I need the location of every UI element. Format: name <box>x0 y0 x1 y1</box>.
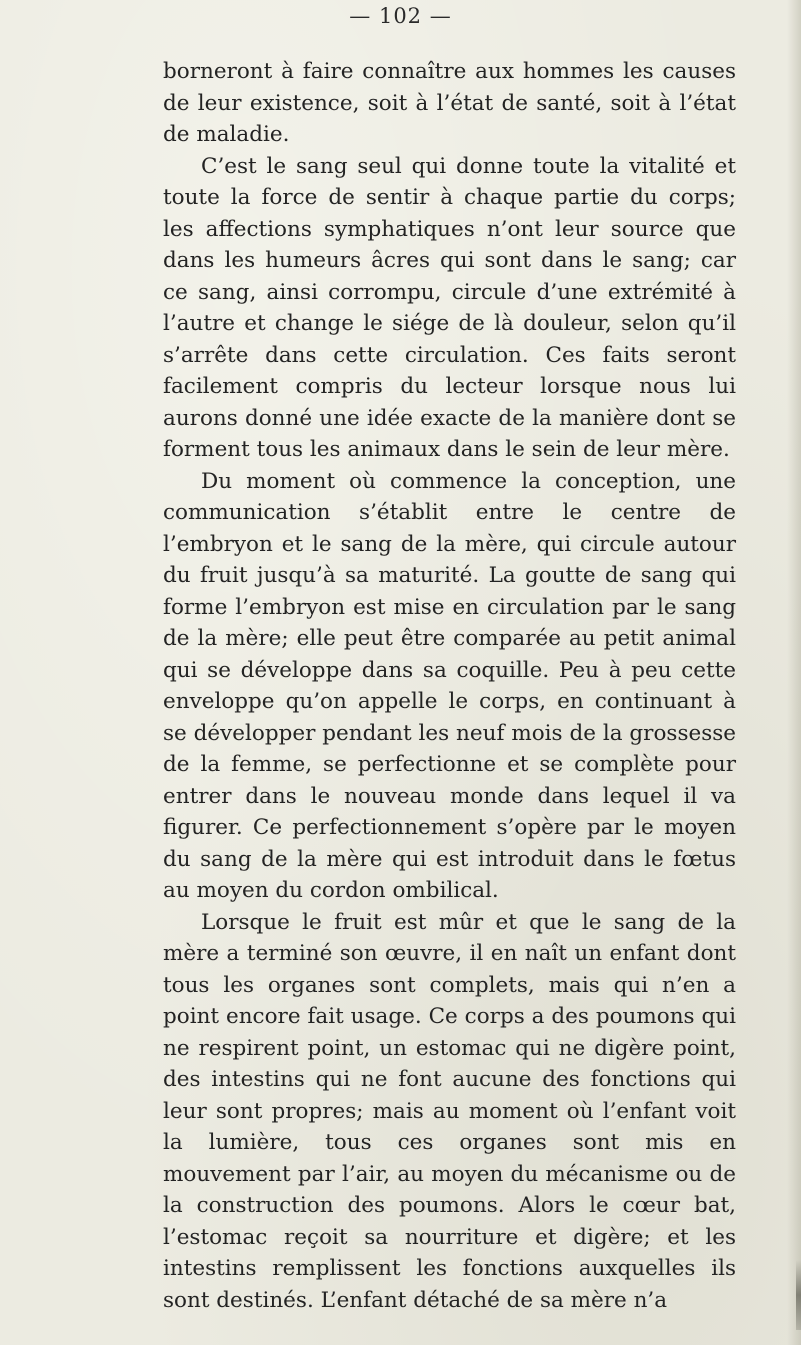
paragraph-blood-vitality: C’est le sang seul qui donne toute la vitalité et toute la force de sentir à chaque partie du corps; les affections symphatiques n’ont leur source que dans les humeurs âcres qui sont dans le sang; car ce sang, ainsi corrompu, circule d’une extrémité à l’autre et change le siége de là douleur, selon qu’il s’arrête dans cette circulation. Ces faits seront facilement compris du lecteur lorsque nous lui aurons donné une idée exacte de la manière dont se forment tous les animaux dans le sein de leur mère. <box>163 153 736 462</box>
body-text <box>163 56 736 1316</box>
paragraph-birth: Lorsque le fruit est mûr et que le sang de la mère a terminé son œuvre, il en naît un enfant dont tous les organes sont complets, mais qui n’en a point encore fait usage. Ce corps a des poumons qui ne respirent point, un estomac qui ne digère point, des intestins qui ne font aucune des fonctions qui leur sont propres; mais au moment où l’enfant voit la lumière, tous ces organes sont mis en mouvement par l’air, au moyen du mécanisme ou de la construction des poumons. Alors le cœur bat, l’estomac reçoit sa nourriture et digère; et les intestins remplissent les fonctions auxquelles ils sont destinés. L’enfant détaché de sa mère n’a <box>163 909 736 1313</box>
paragraph-continuation: borneront à faire connaître aux hommes les causes de leur existence, soit à l’état de santé, soit à l’état de maladie. <box>163 59 736 147</box>
page-edge-shadow <box>787 0 801 1345</box>
page-edge-mark <box>796 1260 801 1330</box>
paragraph-conception: Du moment où commence la conception, une communication s’établit entre le centre de l’embryon et le sang de la mère, qui circule autour du fruit jusqu’à sa maturité. La goutte de sang qui forme l’embryon est mise en circulation par le sang de la mère; elle peut être comparée au petit animal qui se développe dans sa coquille. Peu à peu cette enveloppe qu’on appelle le corps, en continuant à se développer pendant les neuf mois de la grossesse de la femme, se perfectionne et se complète pour entrer dans le nouveau monde dans lequel il va figurer. Ce perfectionnement s’opère par le moyen du sang de la mère qui est introduit dans le fœtus au moyen du cordon ombilical. <box>163 468 736 903</box>
page-number-header: — 102 — <box>349 4 452 28</box>
